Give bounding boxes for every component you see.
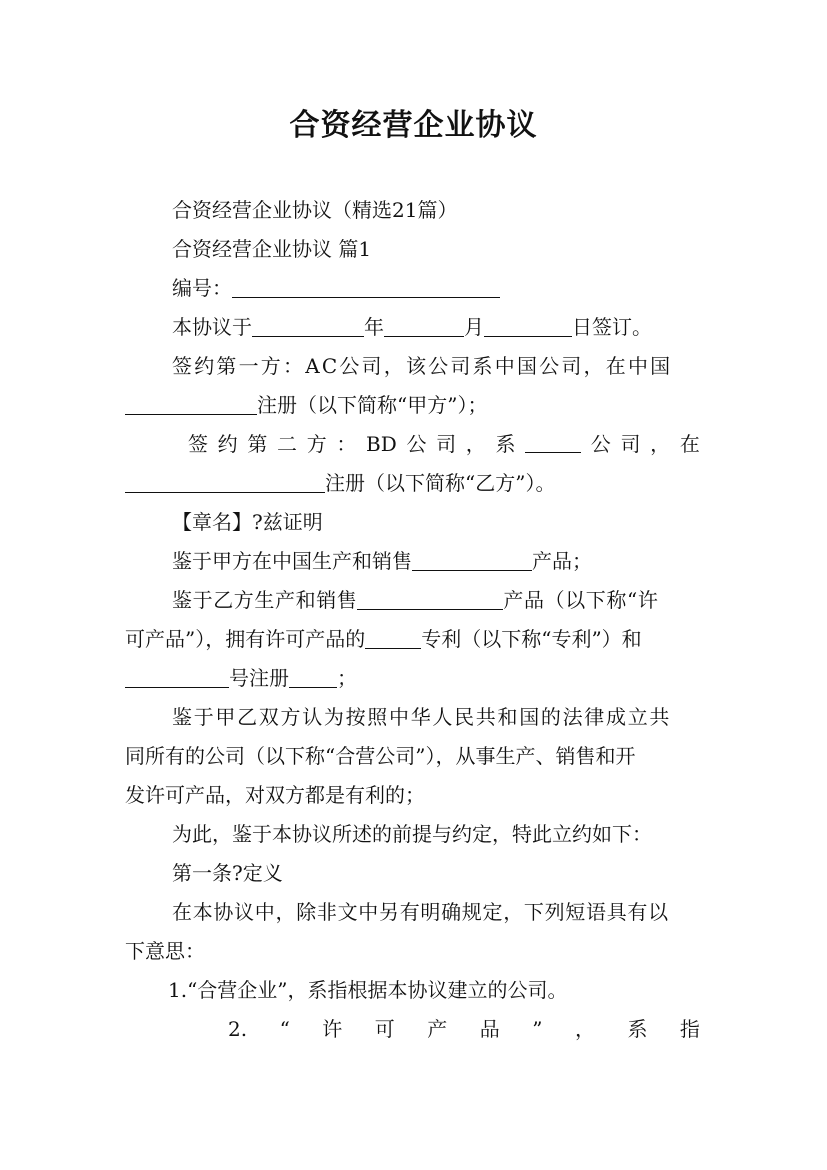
definition-2-char: 产 xyxy=(427,1017,448,1041)
definition-2-char: 系 xyxy=(627,1017,648,1041)
whereas-1-suffix: 产品； xyxy=(532,549,592,573)
party-b-char: 系 xyxy=(495,432,516,456)
number-label: 编号： xyxy=(172,276,232,300)
party-b-char: ， xyxy=(465,432,486,456)
definition-2 xyxy=(228,1017,700,1041)
definition-2-char: 可 xyxy=(374,1017,395,1041)
month-label: 月 xyxy=(464,315,484,339)
product-blank xyxy=(412,550,532,571)
definition-1: 1.“合营企业”，系指根据本协议建立的公司。 xyxy=(168,978,568,1002)
whereas-2-line2-prefix: 可产品”），拥有许可产品的 xyxy=(125,627,366,651)
number-blank xyxy=(232,277,500,298)
party-b-char: 约 xyxy=(217,432,238,456)
party-b-char: 在 xyxy=(679,432,700,456)
chapter-heading: 【章名】?兹证明 xyxy=(172,510,323,534)
part-heading: 合资经营企业协议 篇1 xyxy=(172,237,372,261)
whereas-2-line2-suffix: 专利（以下称“专利”）和 xyxy=(421,627,642,651)
definition-2-char: “ xyxy=(279,1017,290,1041)
patent-blank xyxy=(365,628,421,649)
party-b-char: ， xyxy=(650,432,671,456)
party-b-char: ： xyxy=(336,432,357,456)
registration-number-blank xyxy=(125,667,229,688)
party-b-char: 司 xyxy=(620,432,641,456)
definition-2-char: ” xyxy=(532,1017,543,1041)
day-blank xyxy=(484,316,572,337)
agreement-intro: 为此，鉴于本协议所述的前提与约定，特此立约如下： xyxy=(172,822,652,846)
definition-2-char: 品 xyxy=(479,1017,500,1041)
signing-date-line xyxy=(172,315,652,339)
whereas-2-line3 xyxy=(125,666,357,690)
party-b-char: 签 xyxy=(188,432,208,456)
licensed-product-blank xyxy=(357,589,503,610)
document-title: 合资经营企业协议 xyxy=(289,108,538,143)
whereas-3-line1: 鉴于甲乙双方认为按照中华人民共和国的法律成立共 xyxy=(172,705,672,729)
year-blank xyxy=(252,316,364,337)
definition-2-char: 指 xyxy=(679,1017,700,1041)
party-b-char: BD xyxy=(366,432,397,456)
month-blank xyxy=(384,316,464,337)
whereas-1-prefix: 鉴于甲方在中国生产和销售 xyxy=(172,549,412,573)
definitions-intro-line2: 下意思： xyxy=(125,939,205,963)
day-suffix: 日签订。 xyxy=(572,315,652,339)
party-a-line1 xyxy=(172,354,700,378)
party-b-char: 方 xyxy=(306,432,327,456)
party-a-suffix: 注册（以下简称“甲方”）； xyxy=(257,393,488,417)
party-b-suffix: 注册（以下简称“乙方”）。 xyxy=(325,471,556,495)
definition-2-char: 2. xyxy=(228,1017,248,1041)
party-a-text: 签约第一方：AC公司，该公司系中国公司，在中国 xyxy=(172,354,673,378)
definitions-intro-line1: 在本协议中，除非文中另有明确规定，下列短语具有以 xyxy=(172,900,669,924)
whereas-2-line3-end: ； xyxy=(337,666,357,690)
subtitle: 合资经营企业协议（精选21篇） xyxy=(172,198,458,222)
party-b-char: 第 xyxy=(247,432,268,456)
whereas-2-line2 xyxy=(125,627,642,651)
party-b-place-blank xyxy=(125,472,325,493)
whereas-3-line2: 同所有的公司（以下称“合营公司”），从事生产、销售和开 xyxy=(125,744,636,768)
party-a-country-blank xyxy=(125,394,257,415)
whereas-1 xyxy=(172,549,592,573)
party-b-char: 公 xyxy=(406,432,427,456)
party-b-char: 公 xyxy=(590,432,611,456)
party-b-line1 xyxy=(188,432,700,456)
party-b-line2 xyxy=(125,471,555,495)
definition-2-char: ， xyxy=(574,1017,595,1041)
signing-prefix: 本协议于 xyxy=(172,315,252,339)
party-b-char: 司 xyxy=(436,432,457,456)
whereas-3-line3: 发许可产品，对双方都是有利的； xyxy=(125,783,425,807)
party-a-line2 xyxy=(125,393,487,417)
whereas-2-suffix: 产品（以下称“许 xyxy=(503,588,659,612)
party-b-country-blank xyxy=(525,432,581,453)
whereas-2-line3-mid: 号注册 xyxy=(229,666,289,690)
whereas-2-prefix: 鉴于乙方生产和销售 xyxy=(172,588,358,612)
year-label: 年 xyxy=(364,315,384,339)
article-1-heading: 第一条?定义 xyxy=(172,861,283,885)
party-b-char: 二 xyxy=(277,432,298,456)
whereas-2-line1 xyxy=(172,588,658,612)
definition-2-char: 许 xyxy=(322,1017,343,1041)
registration-blank xyxy=(289,667,337,688)
number-line xyxy=(172,276,500,300)
